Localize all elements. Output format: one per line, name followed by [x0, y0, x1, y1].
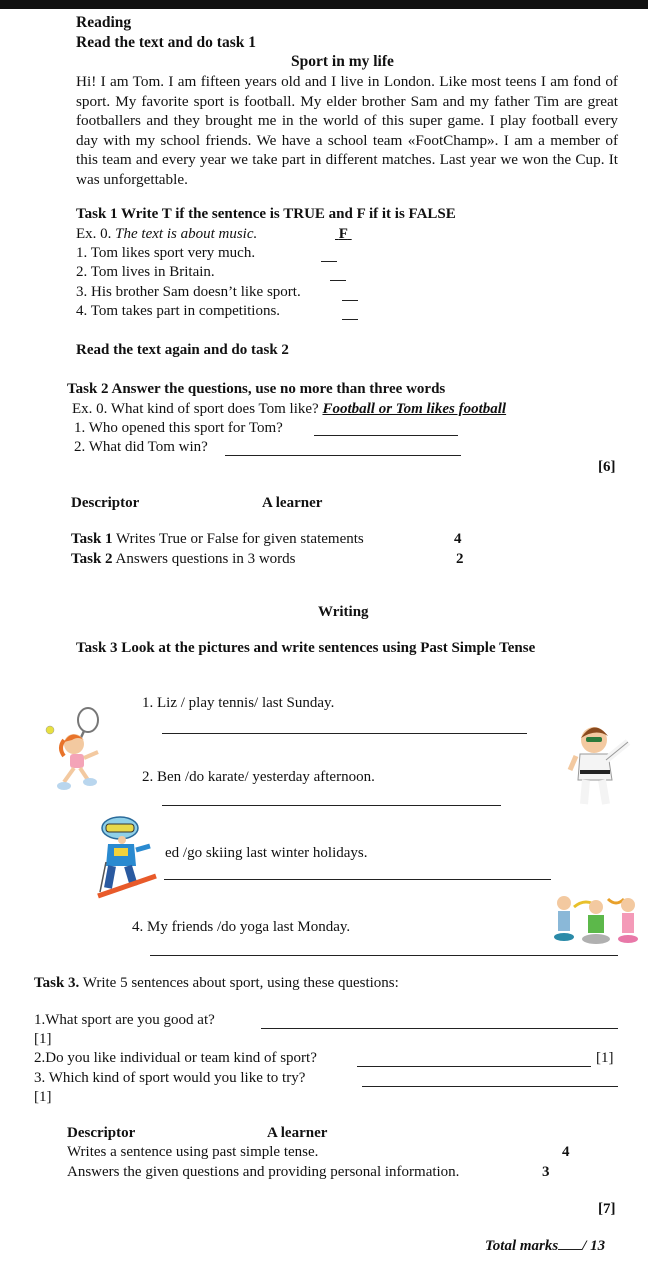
question-2: 2.Do you like individual or team kind of sport? — [34, 1050, 317, 1066]
question-1-line[interactable] — [261, 1028, 618, 1029]
task1-title: Task 1 Write T if the sentence is TRUE and F if it is FALSE — [76, 206, 456, 222]
task1-item-3: 3. His brother Sam doesn’t like sport. — [76, 284, 301, 300]
example-answer-value: F — [338, 226, 348, 242]
task3b-title — [34, 975, 399, 992]
descriptor2-score-1: 4 — [562, 1144, 570, 1160]
question-2-mark: [1] — [596, 1050, 614, 1066]
tennis-girl-image — [42, 706, 114, 798]
reading-text: Hi! I am Tom. I am fifteen years old and I live in London. Like most teens I am fond of sport. My favorite sport is football. My elder brother Sam and my father Tim are great footballers and they brought me in the world of this super game. I play football every day with my school friends. We have a school team «FootChamp». I am a member of this team and every year we take part in different matches. Last year we won the Cup. It was unforgettable. — [76, 73, 618, 188]
example-prefix: Ex. 0. — [76, 226, 116, 242]
writing-item-1: 1. Liz / play tennis/ last Sunday. — [142, 695, 335, 711]
descriptor1-row-2 — [71, 551, 295, 568]
writing-line-4[interactable] — [150, 955, 618, 956]
row-label: Task 1 — [71, 531, 113, 547]
answer-blank-4[interactable] — [342, 319, 358, 320]
question-2-line[interactable] — [357, 1066, 591, 1067]
task1-item-2: 2. Tom lives in Britain. — [76, 264, 215, 280]
reading-heading: Reading — [76, 14, 132, 31]
descriptor1-score-2: 2 — [456, 551, 464, 567]
task2-item-1: 1. Who opened this sport for Tom? — [74, 420, 283, 436]
question-3: 3. Which kind of sport would you like to try? — [34, 1070, 306, 1086]
task1-item-1: 1. Tom likes sport very much. — [76, 245, 256, 261]
descriptor2-row-1: Writes a sentence using past simple tense. — [67, 1144, 319, 1160]
task2-example — [72, 401, 506, 418]
karate-boy-image — [566, 720, 638, 810]
writing-line-2[interactable] — [162, 805, 501, 806]
answer-blank-1[interactable] — [321, 261, 337, 262]
question-3-line[interactable] — [362, 1086, 618, 1087]
descriptor2-learner: A learner — [267, 1125, 328, 1141]
task2-example-question: Ex. 0. What kind of sport does Tom like? — [72, 401, 323, 417]
writing-line-3[interactable] — [164, 879, 551, 880]
read-again-instruction: Read the text again and do task 2 — [76, 342, 289, 358]
descriptor1-header: Descriptor — [71, 495, 140, 511]
top-border — [0, 0, 648, 9]
row-text: Answers questions in 3 words — [112, 551, 296, 567]
question-3-mark: [1] — [34, 1089, 52, 1105]
skiing-boy-image — [96, 812, 160, 902]
answer-blank-2[interactable] — [330, 280, 346, 281]
yoga-friends-image — [552, 893, 640, 947]
writing-line-1[interactable] — [162, 733, 527, 734]
task1-example — [76, 226, 257, 243]
task3-title: Task 3 Look at the pictures and write sentences using Past Simple Tense — [76, 640, 536, 656]
question-1: 1.What sport are you good at? — [34, 1012, 215, 1028]
writing-item-4: 4. My friends /do yoga last Monday. — [132, 919, 351, 935]
descriptor2-row-2: Answers the given questions and providing personal information. — [67, 1164, 460, 1180]
descriptor2-header: Descriptor — [67, 1125, 136, 1141]
total-value: / 13 — [582, 1238, 606, 1254]
writing-item-2: 2. Ben /do karate/ yesterday afternoon. — [142, 769, 375, 785]
writing-item-3: ed /go skiing last winter holidays. — [165, 845, 368, 861]
text-title: Sport in my life — [291, 53, 394, 70]
total-blank[interactable] — [558, 1237, 582, 1250]
task2-answer-line-1[interactable] — [314, 435, 458, 436]
reading-instruction: Read the text and do task 1 — [76, 34, 256, 51]
task3b-instruction: Write 5 sentences about sport, using these questions: — [79, 975, 399, 991]
example-statement: The text is about music. — [115, 226, 258, 242]
example-answer — [335, 226, 352, 243]
task2-example-answer: Football or Tom likes football — [322, 401, 507, 417]
task2-marks: [6] — [598, 459, 616, 475]
descriptor2-marks: [7] — [598, 1201, 616, 1217]
descriptor2-score-2: 3 — [542, 1164, 550, 1180]
question-1-mark: [1] — [34, 1031, 52, 1047]
task3b-label: Task 3. — [34, 975, 80, 991]
task1-item-4: 4. Tom takes part in competitions. — [76, 303, 281, 319]
writing-heading: Writing — [318, 604, 369, 620]
descriptor1-score-1: 4 — [454, 531, 462, 547]
total-label: Total marks — [485, 1238, 559, 1254]
descriptor1-learner: A learner — [262, 495, 323, 511]
descriptor1-row-1 — [71, 531, 364, 548]
task2-item-2: 2. What did Tom win? — [74, 439, 208, 455]
row-label: Task 2 — [71, 551, 113, 567]
answer-blank-3[interactable] — [342, 300, 358, 301]
task2-answer-line-2[interactable] — [225, 455, 461, 456]
task2-title: Task 2 Answer the questions, use no more than three words — [67, 381, 446, 397]
row-text: Writes True or False for given statements — [112, 531, 364, 547]
total-marks — [485, 1237, 605, 1255]
